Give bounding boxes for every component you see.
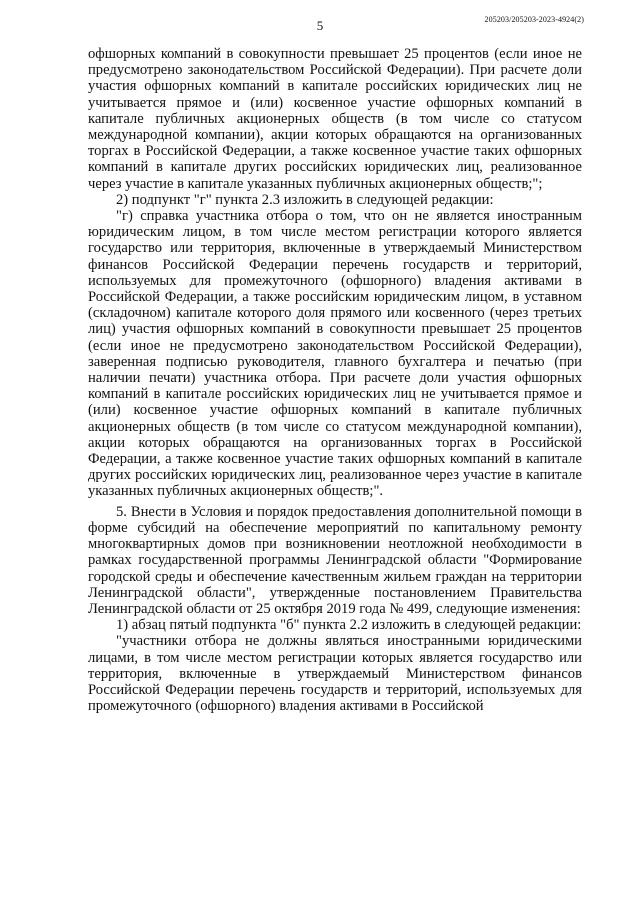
paragraph-quoted-participants: "участники отбора не должны являться иностранными юридическими лицами, в том числе местом регистрации которых является государство или территория, включенные в утверждаемый Министерством финансов Российской Федерации перечень государств и территорий, используемых для промежуточного (офшорного) владения активами в Российской: [88, 633, 582, 715]
paragraph-quoted-item-g: "г) справка участника отбора о том, что он не является иностранным юридическим лицом, в том числе местом регистрации которого является государство или территория, включенные в утверждаемый Министерством финансов Российской Федерации перечень государств и территорий, используемых для промежуточного (офшорного) владения активами в Российской Федерации, а также российским юридическим лицом, в уставном (складочном) капитале которого доля прямого или косвенного (через третьих лиц) участия офшорных компаний в совокупности превышает 25 процентов (если иное не предусмотрено законодательством Российской Федерации), заверенная подписью руководителя, главного бухгалтера и печатью (при наличии печати) участника отбора. При расчете доли участия офшорных компаний в капитале российских юридических лиц не учитывается прямое и (или) косвенное участие офшорных компаний в капитале публичных акционерных обществ (в том числе со статусом международной компании), акции которых обращаются на организованных торгах в Российской Федерации, а также косвенное участие таких офшорных компаний в капитале других российских юридических лиц, реализованное через участие в капитале указанных публичных акционерных обществ;".: [88, 208, 582, 500]
paragraph-subitem-2: 2) подпункт "г" пункта 2.3 изложить в следующей редакции:: [116, 191, 494, 208]
paragraph-offshore-continuation: офшорных компаний в совокупности превышает 25 процентов (если иное не предусмотрено законодательством Российской Федерации). При расчете доли участия офшорных компаний в капитале российских юридических лиц не учитывается прямое и (или) косвенное участие офшорных компаний в капитале публичных акционерных обществ (в том числе со статусом международной компании), акции которых обращаются на организованных торгах в Российской Федерации, а также косвенное участие таких офшорных компаний в капитале других российских юридических лиц, реализованное через участие в капитале указанных публичных акционерных обществ;";: [88, 46, 582, 192]
document-id: 205203/205203-2023-4924(2): [484, 15, 584, 24]
paragraph-item-5: 5. Внести в Условия и порядок предоставления дополнительной помощи в форме субсидий на обеспечение мероприятий по капитальному ремонту многоквартирных домов при возникновении неотложной необходимости в рамках государственной программы Ленинградской области "Формирование городской среды и обеспечение качественным жильем граждан на территории Ленинградской области", утвержденные постановлением Правительства Ленинградской области от 25 октября 2019 года № 499, следующие изменения:: [88, 503, 582, 617]
document-body: [88, 46, 582, 714]
paragraph-subitem-1: 1) абзац пятый подпункта "б" пункта 2.2 изложить в следующей редакции:: [116, 617, 582, 634]
page-number: 5: [316, 18, 324, 33]
